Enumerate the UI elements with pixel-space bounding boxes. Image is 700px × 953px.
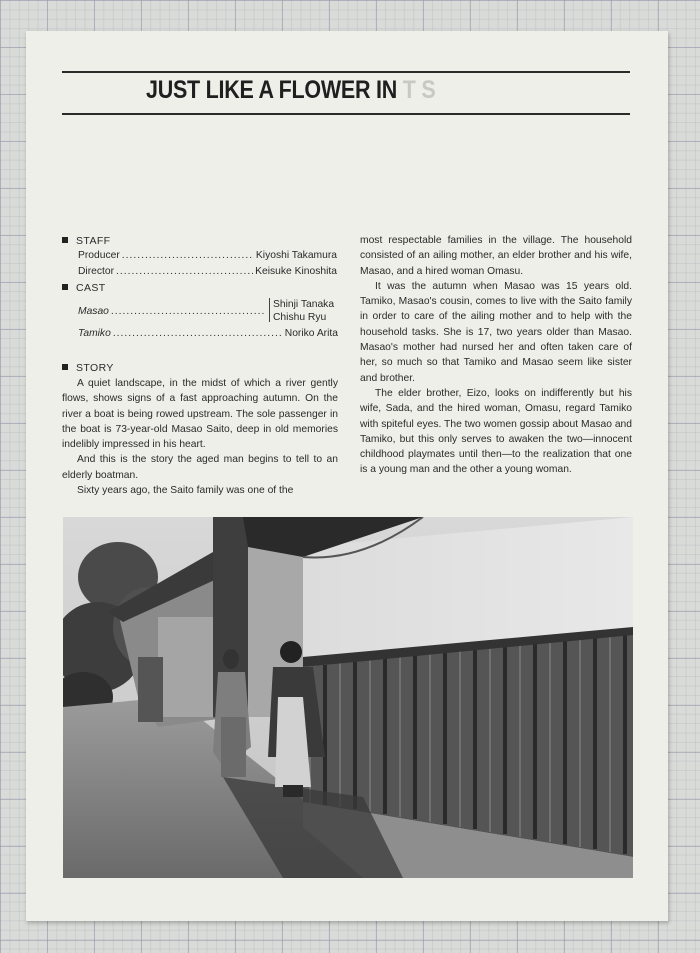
bullet-square-icon xyxy=(62,284,68,290)
story-paragraph-1: A quiet landscape, in the midst of which a river gently flows, shows signs of a fast approaching autumn. On the river a boat is being rowed upstream. The sole passenger in the boat is 73-year-old Masao Saito, deep in old memories indelibly impressed in his heart. xyxy=(62,378,338,451)
film-still-photo xyxy=(63,517,633,878)
story-paragraph-3-continued: most respectable families in the village. The household consisted of an ailing mother, an elder brother and his wife, Masao, and a hired woman Omasu. xyxy=(360,235,632,277)
story-paragraph-3: Sixty years ago, the Saito family was one of the xyxy=(77,485,294,497)
story-paragraph-2: And this is the story the aged man begins to tell to an elderly boatman. xyxy=(62,454,338,481)
story-paragraph-5: The elder brother, Eizo, looks on indifferently but his wife, Sada, and the hired woman, Omasu, regard Tamiko with spiteful eyes. The two women gossip about Masao and Tamiko, but this only serves to awaken the two—innocent childhood playmates until then—to the realization that one is a young man and the other a young woman. xyxy=(360,387,632,476)
staff-heading: STAFF xyxy=(62,235,110,247)
leader-dots xyxy=(116,266,253,277)
leader-dots xyxy=(111,306,266,317)
leader-dots xyxy=(122,250,254,261)
tamiko-role: Tamiko xyxy=(78,328,111,339)
title-bottom-rule xyxy=(62,113,630,115)
story-paragraph-4: It was the autumn when Masao was 15 years old. Tamiko, Masao's cousin, comes to live with the Saito family in order to care of the ailing mother and to help with the household tasks. She is 17, two years older than Masao. Masao's mother had nursed her and often taken care of her, so much so that Tamiko and Masao seem like sister and brother. xyxy=(360,280,632,384)
credit-masao xyxy=(78,306,268,317)
producer-name: Kiyoshi Takamura xyxy=(255,250,337,261)
title-top-rule xyxy=(62,71,630,73)
tamiko-name: Noriko Arita xyxy=(284,328,338,339)
credit-director xyxy=(78,266,337,277)
masao-role: Masao xyxy=(78,306,109,317)
bullet-square-icon xyxy=(62,364,68,370)
producer-role: Producer xyxy=(78,250,120,261)
flyer-sheet xyxy=(26,31,668,921)
cast-heading: CAST xyxy=(62,282,106,294)
story-column-left xyxy=(62,376,338,498)
masao-actors xyxy=(273,298,334,324)
masao-name-2: Chishu Ryu xyxy=(273,312,327,323)
credit-tamiko xyxy=(78,328,338,339)
credit-producer xyxy=(78,250,337,261)
leader-dots xyxy=(113,328,283,339)
masao-name-1: Shinji Tanaka xyxy=(273,299,335,310)
title-main: JUST LIKE A FLOWER IN xyxy=(146,76,397,104)
story-column-right xyxy=(360,233,632,478)
director-name: Keisuke Kinoshita xyxy=(255,266,337,277)
title-faded: T S xyxy=(402,76,436,104)
director-role: Director xyxy=(78,266,115,277)
bullet-square-icon xyxy=(62,237,68,243)
cast-bracket xyxy=(269,298,272,322)
page-title xyxy=(146,76,516,105)
story-heading: STORY xyxy=(62,362,114,374)
